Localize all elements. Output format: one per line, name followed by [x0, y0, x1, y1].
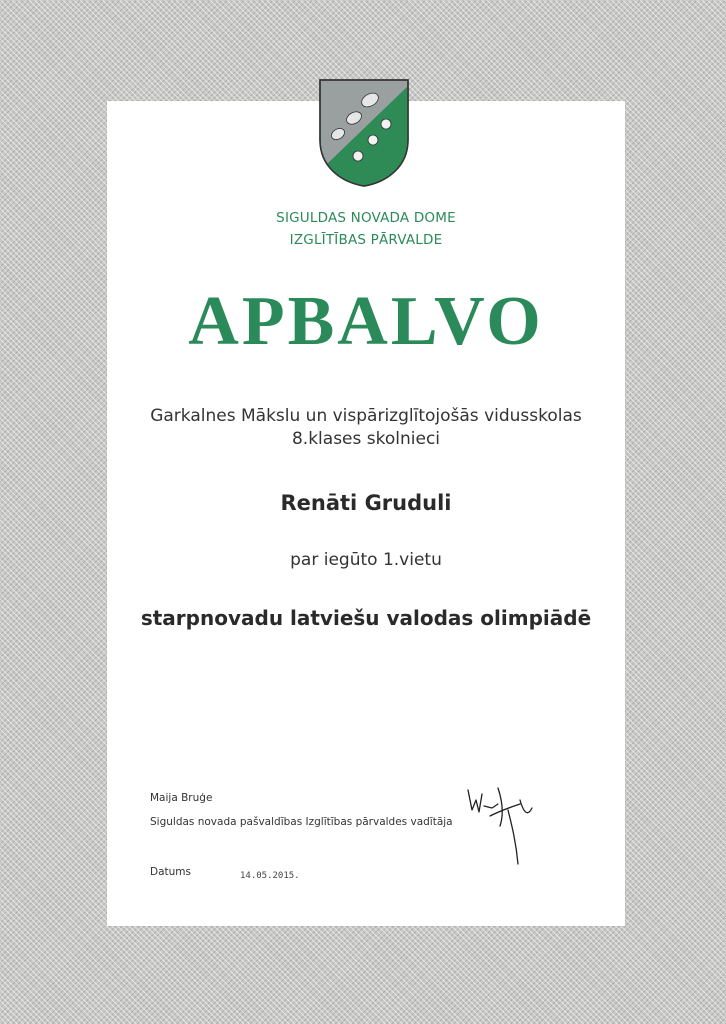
date-value: 14.05.2015.	[240, 871, 300, 881]
handwritten-signature	[462, 770, 544, 868]
organization-line-2: IZGLĪTĪBAS PĀRVALDE	[289, 232, 443, 248]
achievement-reason: par iegūto 1.vietu	[290, 550, 442, 570]
recipient-class: 8.klases skolnieci	[291, 429, 441, 449]
date-label: Datums	[150, 866, 191, 878]
signatory-position: Siguldas novada pašvaldības Izglītības pārvaldes vadītāja	[150, 816, 453, 828]
achievement-event: starpnovadu latviešu valodas olimpiādē	[140, 606, 592, 630]
organization-line-1: SIGULDAS NOVADA DOME	[276, 210, 456, 226]
recipient-name: Renāti Gruduli	[280, 491, 452, 515]
signatory-name: Maija Bruģe	[150, 792, 213, 804]
certificate-title: APBALVO	[188, 283, 544, 360]
recipient-school: Garkalnes Mākslu un vispārizglītojošās vidusskolas	[150, 406, 582, 426]
coat-of-arms-icon	[318, 78, 410, 188]
